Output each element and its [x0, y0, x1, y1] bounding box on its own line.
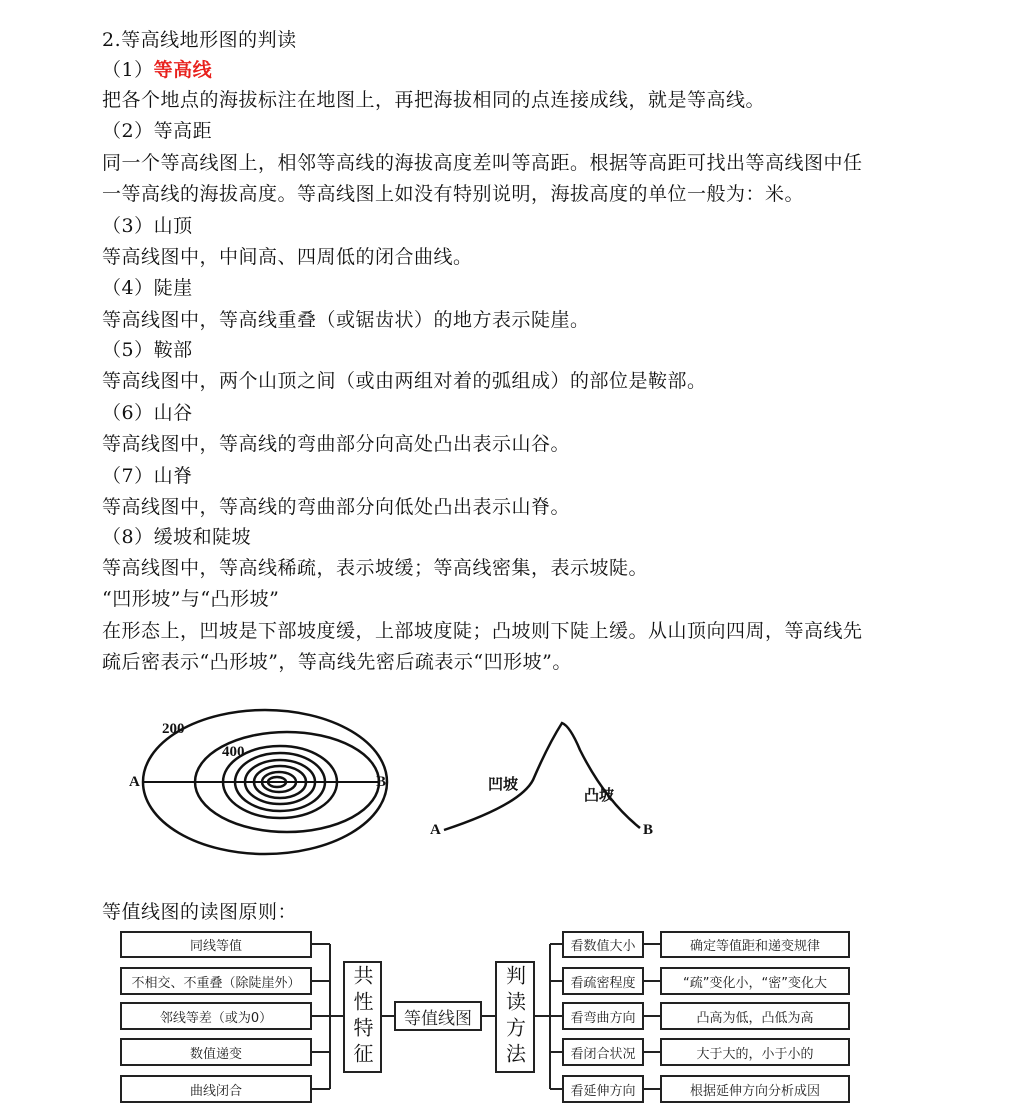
heading-3-num: （3）	[102, 215, 154, 237]
heading-2-num: （2）	[102, 120, 154, 142]
concave-title: “凹形坡”与“凸形坡”	[102, 588, 280, 610]
result-box-4: 大于大的，小于小的	[660, 1038, 850, 1066]
feature-box-4: 数值递变	[120, 1038, 312, 1066]
feature-box-1: 同线等值	[120, 931, 312, 958]
method-box-3: 看弯曲方向	[562, 1002, 644, 1030]
method-box-5: 看延伸方向	[562, 1075, 644, 1103]
heading-5-term: 鞍部	[153, 339, 193, 361]
result-box-1: 确定等值距和递变规律	[660, 931, 850, 958]
feature-box-2: 不相交、不重叠（除陡崖外）	[120, 967, 312, 995]
method-box-2: 看疏密程度	[562, 967, 644, 995]
body-2-line-2: 一等高线的海拔高度。等高线图上如没有特别说明，海拔高度的单位一般为：米。	[102, 183, 805, 205]
heading-5-num: （5）	[102, 339, 154, 361]
heading-1-term: 等高线	[153, 59, 213, 81]
body-2-line-1: 同一个等高线图上，相邻等高线的海拔高度差叫等高距。根据等高距可找出等高线图中任	[102, 152, 863, 174]
heading-7-num: （7）	[102, 465, 154, 487]
reading-method-box: 判读方法	[495, 961, 535, 1073]
result-box-3: 凸高为低，凸低为高	[660, 1002, 850, 1030]
concave-body-line-2: 疏后密表示“凸形坡”，等高线先密后疏表示“凹形坡”。	[102, 651, 572, 673]
body-8-line-1: 等高线图中，等高线稀疏，表示坡缓；等高线密集，表示坡陡。	[102, 557, 649, 579]
profile-label-concave: 凹坡	[488, 775, 519, 793]
common-features-box: 共性特征	[343, 961, 382, 1073]
principle-title: 等值线图的读图原则：	[102, 901, 298, 923]
contour-label-b: B	[376, 774, 387, 790]
center-box: 等值线图	[394, 1001, 482, 1031]
heading-7-term: 山脊	[153, 465, 193, 487]
result-box-2: “疏”变化小，“密”变化大	[660, 967, 850, 995]
heading-4-term: 陡崖	[153, 277, 193, 299]
feature-box-5: 曲线闭合	[120, 1075, 312, 1103]
feature-box-3: 邻线等差（或为0）	[120, 1002, 312, 1030]
contour-label-400: 400	[222, 744, 245, 760]
body-6-line-1: 等高线图中，等高线的弯曲部分向高处凸出表示山谷。	[102, 433, 571, 455]
heading-2-term: 等高距	[153, 120, 213, 142]
heading-3-term: 山顶	[153, 215, 193, 237]
heading-1-num: （1）	[102, 59, 154, 81]
section-title: 2.等高线地形图的判读	[102, 29, 297, 51]
method-box-1: 看数值大小	[562, 931, 644, 958]
heading-8-term: 缓坡和陡坡	[153, 526, 252, 548]
body-5-line-1: 等高线图中，两个山顶之间（或由两组对着的弧组成）的部位是鞍部。	[102, 370, 707, 392]
profile-label-convex: 凸坡	[584, 786, 615, 804]
body-4-line-1: 等高线图中，等高线重叠（或锯齿状）的地方表示陡崖。	[102, 309, 590, 331]
profile-label-b: B	[643, 822, 654, 838]
contour-label-a: A	[129, 774, 140, 790]
result-box-5: 根据延伸方向分析成因	[660, 1075, 850, 1103]
body-7-line-1: 等高线图中，等高线的弯曲部分向低处凸出表示山脊。	[102, 496, 571, 518]
method-box-4: 看闭合状况	[562, 1038, 644, 1066]
concave-body-line-1: 在形态上，凹坡是下部坡度缓，上部坡度陡；凸坡则下陡上缓。从山顶向四周，等高线先	[102, 620, 863, 642]
heading-6-num: （6）	[102, 402, 154, 424]
heading-6-term: 山谷	[153, 402, 193, 424]
heading-8-num: （8）	[102, 526, 154, 548]
body-1-line-1: 把各个地点的海拔标注在地图上，再把海拔相同的点连接成线，就是等高线。	[102, 89, 766, 111]
profile-label-a: A	[430, 822, 441, 838]
body-3-line-1: 等高线图中，中间高、四周低的闭合曲线。	[102, 246, 473, 268]
heading-4-num: （4）	[102, 277, 154, 299]
contour-label-200: 200	[162, 721, 185, 737]
